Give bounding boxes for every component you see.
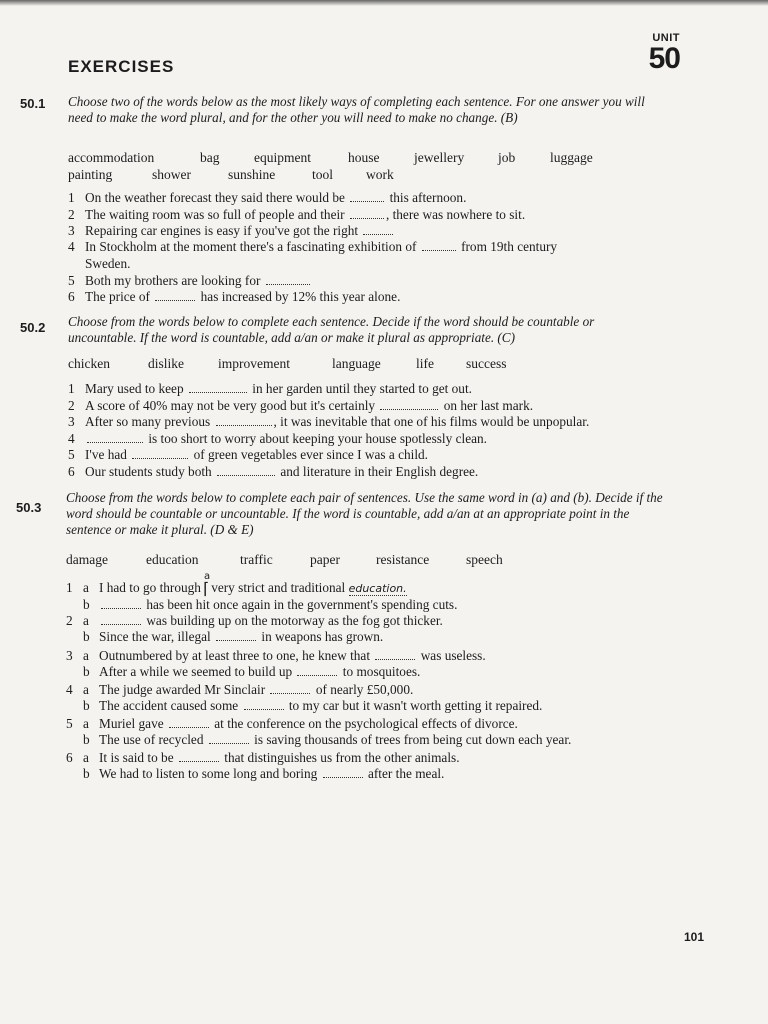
answer-blank[interactable] [297,665,337,676]
word-bank-item: accommodation [68,150,155,165]
word-bank-item: life [416,356,434,371]
word-bank-item: work [366,167,394,182]
question-item: b The accident caused some to my car but it wasn't worth getting it repaired. [83,698,543,713]
unit-number: 50 [648,42,680,75]
word-bank-item: tool [312,167,334,182]
question-item: 6 The price of has increased by 12% this year alone. [68,289,401,304]
question-item: 4 is too short to worry about keeping your house spotlessly clean. [68,431,487,446]
exercise-number: 50.3 [16,500,42,515]
question-item: 5 I've had of green vegetables ever since I was a child. [68,447,428,462]
question-item: b has been hit once again in the government's spending cuts. [83,597,458,612]
word-bank-item: dislike [148,356,184,371]
question-item: 4 a The judge awarded Mr Sinclair of nearly £50,000. [66,682,414,697]
word-bank-item: painting [68,167,113,182]
answer-blank[interactable] [101,614,141,625]
exercise-instruction: Choose from the words below to complete each pair of sentences. Use the same word in (a) and (b). Decide if the word should be countable or uncountable. If the word is countable, add a/an at an appropriate point in the sentence or make it plural. (D & E) [66,490,663,537]
word-bank-item: luggage [550,150,593,165]
word-bank-item: paper [310,552,340,567]
word-bank-item: jewellery [414,150,465,165]
word-bank-item: resistance [376,552,430,567]
word-bank-item: sunshine [228,167,276,182]
answer-blank[interactable] [363,224,393,235]
word-bank-item: speech [466,552,503,567]
question-item: b The use of recycled is saving thousands of trees from being cut down each year. [83,732,572,747]
handwritten-answer: education. [348,582,407,595]
page-title: EXERCISES [68,57,175,76]
example-item: 1 a I had to go through ⌈ a very strict and traditional education. [66,571,407,598]
answer-blank[interactable] [380,399,438,410]
word-bank-item: shower [152,167,191,182]
word-bank-item: house [348,150,380,165]
answer-blank[interactable] [87,432,143,443]
answer-blank[interactable] [132,448,188,459]
word-bank-item: success [466,356,507,371]
answer-blank[interactable] [217,465,275,476]
word-bank-item: job [498,150,516,165]
exercise-number: 50.2 [20,320,46,335]
question-item: 2 A score of 40% may not be very good but it's certainly on her last mark. [68,398,534,413]
answer-blank[interactable] [270,683,310,694]
answer-blank[interactable] [244,699,284,710]
word-bank-item: education [146,552,199,567]
word-bank [68,167,394,183]
question-item-continuation: Sweden. [85,256,131,271]
answer-blank[interactable] [216,415,272,426]
word-bank-item: bag [200,150,220,165]
answer-blank[interactable] [422,240,456,251]
question-item: 1 Mary used to keep in her garden until they started to get out. [68,381,472,396]
answer-blank[interactable] [350,208,384,219]
word-bank-item: chicken [68,356,110,371]
answer-blank[interactable] [209,733,249,744]
answer-blank[interactable] [169,717,209,728]
answer-blank[interactable] [375,649,415,660]
answer-blank[interactable] [266,274,310,285]
question-item: 3 After so many previous , it was inevitable that one of his films would be unpopular. [68,414,590,429]
question-item: b After a while we seemed to build up to mosquitoes. [83,664,421,679]
question-item: b We had to listen to some long and boring after the meal. [83,766,445,781]
exercise-number: 50.1 [20,96,46,111]
question-item: 1 On the weather forecast they said there would be this afternoon. [68,190,467,205]
word-bank-item: equipment [254,150,311,165]
question-item: 3 Repairing car engines is easy if you've got the right [68,223,395,239]
question-item: 5 Both my brothers are looking for [68,273,312,289]
question-item: 6 a It is said to be that distinguishes us from the other animals. [66,750,460,765]
answer-blank[interactable] [155,290,195,301]
exercise-instruction: Choose two of the words below as the most likely ways of completing each sentence. For one answer you will need to make the word plural, and for the other you will need to make no change. (B) [68,94,645,125]
answer-blank[interactable] [179,751,219,762]
exercise-instruction: Choose from the words below to complete each sentence. Decide if the word should be countable or uncountable. If the word is countable, add a/an or make it plural as appropriate. (C) [68,314,595,345]
answer-blank[interactable] [189,382,247,393]
question-item: 6 Our students study both and literature in their English degree. [68,464,479,479]
page-number: 101 [683,930,704,944]
question-item: b Since the war, illegal in weapons has grown. [83,629,384,644]
question-item: 3 a Outnumbered by at least three to one, he knew that was useless. [66,648,486,663]
word-bank [66,552,503,568]
question-item: 4 In Stockholm at the moment there's a fascinating exhibition of from 19th century [68,239,558,254]
word-bank-item: damage [66,552,108,567]
word-bank [68,150,593,166]
answer-blank[interactable] [101,598,141,609]
question-item: 5 a Muriel gave at the conference on the psychological effects of divorce. [66,716,518,731]
question-item: 2 The waiting room was so full of people and their , there was nowhere to sit. [68,207,526,222]
word-bank-item: improvement [218,356,290,371]
question-item: 2 a was building up on the motorway as the fog got thicker. [66,613,443,628]
word-bank-item: traffic [240,552,273,567]
insertion-caret-icon: ⌈ a [202,571,211,598]
answer-blank[interactable] [323,767,363,778]
answer-blank[interactable] [216,630,256,641]
word-bank [68,356,507,372]
scan-edge [0,0,768,6]
word-bank-item: language [332,356,381,371]
answer-blank[interactable] [350,191,384,202]
unit-label: UNIT [652,32,680,44]
